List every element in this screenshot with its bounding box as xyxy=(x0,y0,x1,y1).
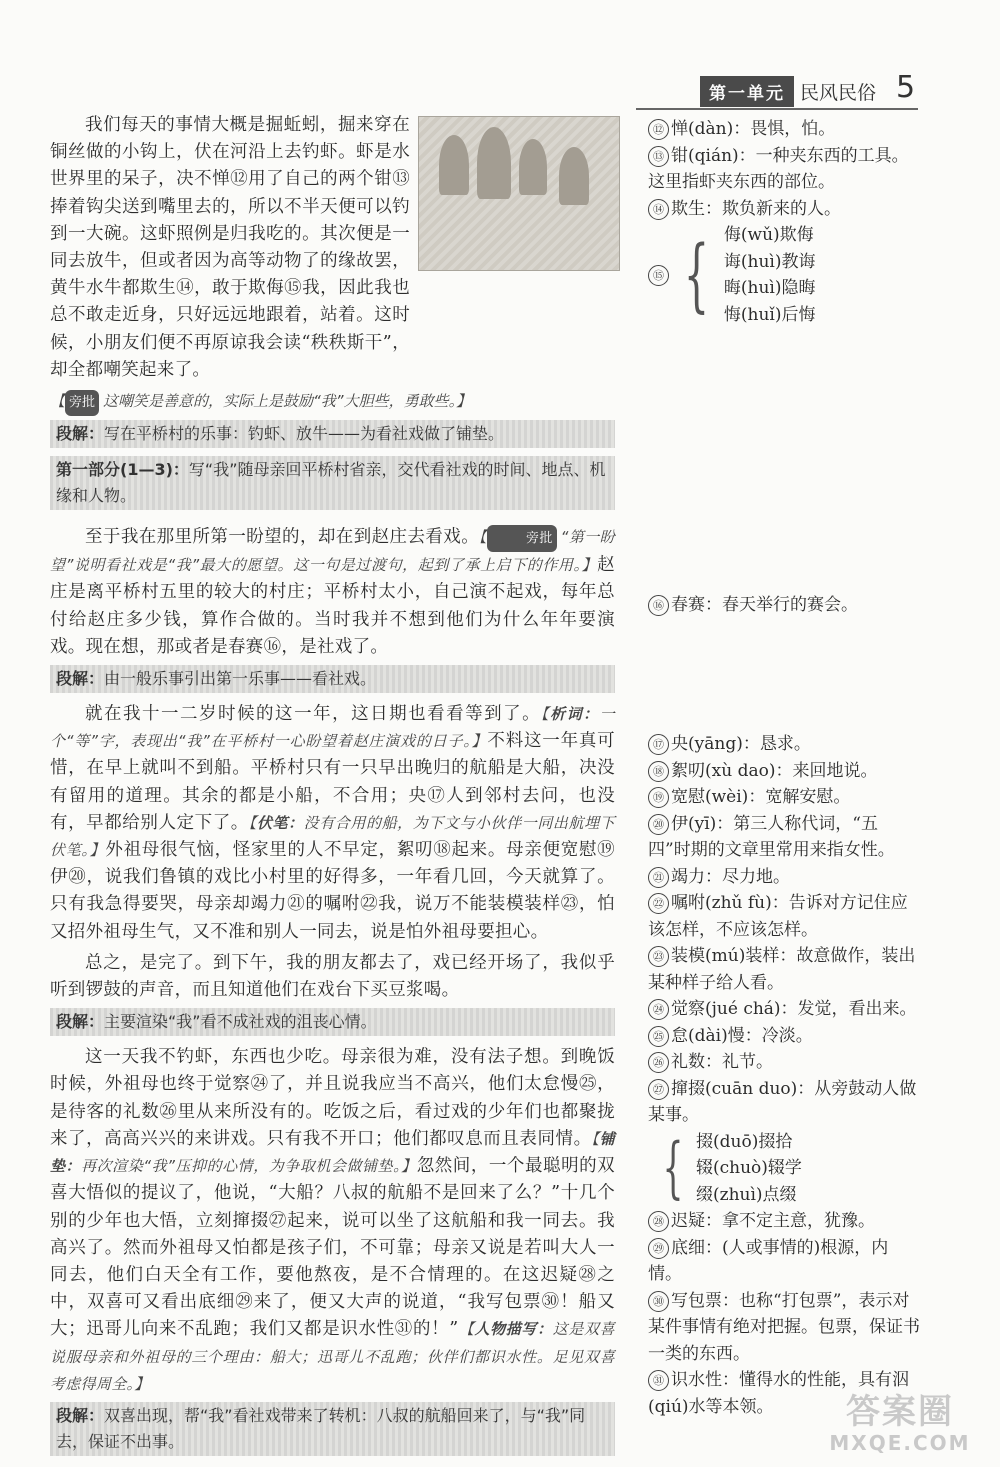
watermark-text: 答案圈 xyxy=(846,1392,954,1432)
glossary-item xyxy=(648,864,920,891)
note-number-badge: ⑭ xyxy=(648,199,669,220)
glossary-text: 写包票：也称“打包票”，表示对某件事情有绝对把握。包票，保证书一类的东西。 xyxy=(648,1290,920,1364)
note-number-badge: ⑯ xyxy=(648,595,669,616)
paragraph-text: 这一天我不钓虾，东西也少吃。母亲很为难，没有法子想。到晚饭时候，外祖母也终于觉察㉔了，并且说我应当不高兴，他们太怠慢㉕，是待客的礼数㉖里从来所没有的。吃饭之后，看过戏的少年们也都聚拢来了，高高兴兴的来讲戏。只有我不开口；他们都叹息而且表同情。 xyxy=(50,1047,615,1149)
analysis-label: 段解： xyxy=(56,669,105,689)
glossary-item xyxy=(648,592,920,619)
char-variant: 悔(huǐ)后悔 xyxy=(723,304,816,325)
glossary-item xyxy=(648,996,920,1023)
glossary-item xyxy=(648,784,920,811)
unit-name: 民风民俗 xyxy=(800,81,877,104)
margin-note: 【 旁批 “第一盼望”说明看社戏是“我”最大的愿望。这一句是过渡句，起到了承上启下的作用。】 xyxy=(50,528,615,574)
glossary-text: 惮(dàn)：畏惧，怕。 xyxy=(671,119,836,139)
main-text-column xyxy=(50,112,615,1464)
glossary-text: 钳(qián)：一种夹东西的工具。这里指虾夹东西的部位。 xyxy=(648,145,909,192)
analysis-text: 主要渲染“我”看不成社戏的沮丧心情。 xyxy=(104,1012,377,1032)
glossary-text: 觉察(jué chá)：发觉，看出来。 xyxy=(671,999,917,1019)
brace-icon: { xyxy=(662,1129,684,1207)
part-label: 第一部分(1—3)： xyxy=(56,460,189,480)
char-variant: 诲(huì)教诲 xyxy=(723,251,816,272)
glossary-text: 识水性：懂得水的性能，具有泅(qiú)水等本领。 xyxy=(648,1370,909,1417)
paragraph-text: 赵庄是离平桥村五里的较大的村庄；平桥村太小，自己演不起戏，每年总付给赵庄多少钱，算作合做的。当时我并不想到他们为什么年年要演戏。现在想，那或者是春赛⑯，是社戏了。 xyxy=(50,555,615,657)
note-text: 一个“等”字，表现出“我”在平桥村一心盼望着赵庄演戏的日子。 xyxy=(50,705,615,751)
watermark-logo xyxy=(820,1392,980,1454)
header-rule xyxy=(636,108,918,110)
glossary-text: 央(yāng)：恳求。 xyxy=(671,734,811,754)
note-text: 这嘲笑是善意的，实际上是鼓励“我”大胆些，勇敢些。 xyxy=(103,392,457,411)
glossary-item xyxy=(648,890,920,943)
part-text: 写“我”随母亲回平桥村省亲，交代看社戏的时间、地点、机缘和人物。 xyxy=(56,460,606,506)
note-number-badge: ⑳ xyxy=(648,814,669,835)
margin-note: 【铺垫：再次渲染“我”压抑的心情，为争取机会做铺垫。】 xyxy=(50,1129,615,1176)
paragraph-text: 忽然间，一个最聪明的双喜大悟似的提议了，他说，“大船？八叔的航船不是回来了么？”十几个别的少年也大悟，立刻撺掇㉗起来，说可以坐了这航船和我一同去。我高兴了。然而外祖母又怕都是孩子们，不可靠；母亲又说是若叫大人一同去，他们白天全有工作，要他熬夜，是不合情理的。在这迟疑㉘之中，双喜可又看出底细㉙来了，便又大声的说道，“我写包票㉚！船又大；迅哥儿向来不乱跑；我们又都是识水性㉛的！” xyxy=(50,1156,615,1340)
note-number-badge: ⑫ xyxy=(648,119,669,140)
brace-icon: { xyxy=(683,228,710,321)
glossary-column xyxy=(648,731,920,1420)
glossary-text: 礼数：礼节。 xyxy=(671,1052,773,1072)
paragraph-text: 不料这一年真可惜，在早上就叫不到船。平桥村只有一只早出晚归的航船是大船，决没有留用的道理。其余的都是小船，不合用；央⑰人到邻村去问，也没有，早都给别人定下了。 xyxy=(50,731,615,833)
glossary-item xyxy=(648,1208,920,1235)
note-text: 再次渲染“我”压抑的心情，为争取机会做铺垫。 xyxy=(81,1157,402,1176)
glossary-text: 竭力：尽力地。 xyxy=(671,866,790,887)
page-header xyxy=(700,74,876,108)
note-number-badge: ㉚ xyxy=(648,1291,669,1312)
glossary-item xyxy=(648,731,920,758)
note-number-badge: ㉙ xyxy=(648,1238,669,1259)
note-tag: 伏笔： xyxy=(256,813,304,832)
paragraph-text: 外祖母很气恼，怪家里的人不早定，絮叨⑱起来。母亲便宽慰⑲伊⑳，说我们鲁镇的戏比小村里的好得多，一年看几回，今天就算了。只有我急得要哭，母亲却竭力㉑的嘱咐㉒我，说万不能装模装样㉓，怕又招外祖母生气，又不准和别人一同去，说是怕外祖母要担心。 xyxy=(50,840,615,942)
note-number-badge: ㉓ xyxy=(648,946,669,967)
note-number-badge: ⑱ xyxy=(648,761,669,782)
paragraph-text: 至于我在那里所第一盼望的，却在到赵庄去看戏。 xyxy=(85,527,480,548)
note-tag: 旁批 xyxy=(487,525,557,552)
note-number-badge: ㉕ xyxy=(648,1026,669,1047)
paragraph xyxy=(50,701,615,946)
glossary-text: 装模(mú)装样：故意做作，装出某种样子给人看。 xyxy=(648,946,916,993)
note-tag: 析词： xyxy=(550,705,600,724)
glossary-column xyxy=(648,116,920,328)
glossary-item xyxy=(648,1235,920,1288)
margin-note: 【伏笔：没有合用的船，为下文与小伙伴一同出航埋下伏笔。】 xyxy=(50,813,615,860)
note-number-badge: ㉘ xyxy=(648,1211,669,1232)
note-number-badge: ㉒ xyxy=(648,893,669,914)
glossary-text: 宽慰(wèi)：宽解安慰。 xyxy=(671,787,851,807)
glossary-text: 春赛：春天举行的赛会。 xyxy=(671,595,858,615)
note-text: “第一盼望”说明看社戏是“我”最大的愿望。这一句是过渡句，起到了承上启下的作用。 xyxy=(50,528,615,575)
note-number-badge: ㉑ xyxy=(648,867,669,888)
analysis-label: 段解： xyxy=(56,1012,105,1032)
note-number-badge: ㉔ xyxy=(648,999,669,1020)
analysis-text: 写在平桥村的乐事：钓虾、放牛——为看社戏做了铺垫。 xyxy=(104,424,505,444)
paragraph-analysis xyxy=(50,1008,615,1036)
glossary-item xyxy=(648,1288,920,1368)
glossary-item xyxy=(648,196,920,223)
glossary-item xyxy=(648,143,920,196)
paragraph xyxy=(50,1044,615,1398)
analysis-label: 段解： xyxy=(56,1405,105,1425)
char-variant: 侮(wǔ)欺侮 xyxy=(723,225,814,245)
glossary-item xyxy=(648,758,920,785)
char-variant: 掇(duō)掇拾 xyxy=(696,1131,793,1152)
glossary-char-group xyxy=(648,222,920,328)
paragraph-analysis xyxy=(50,1402,615,1456)
glossary-text: 底细：(人或事情的)根源，内情。 xyxy=(648,1237,889,1284)
char-variant: 缀(zhuì)点缀 xyxy=(696,1184,797,1205)
margin-note: 【析词：一个“等”字，表现出“我”在平桥村一心盼望着赵庄演戏的日子。】 xyxy=(50,705,615,751)
note-text: 这是双喜说服母亲和外祖母的三个理由：船大；迅哥儿不乱跑；伙伴们都识水性。足见双喜考虑得周全。 xyxy=(50,1320,615,1393)
note-text: 没有合用的船，为下文与小伙伴一同出航埋下伏笔。 xyxy=(50,813,615,860)
note-number-badge: ⑮ xyxy=(648,265,669,286)
note-tag: 人物描写： xyxy=(474,1320,553,1339)
note-tag: 旁批 xyxy=(65,390,99,416)
glossary-text: 欺生：欺负新来的人。 xyxy=(671,198,841,219)
watermark-url: MXQE.COM xyxy=(829,1431,971,1455)
char-variant: 晦(huì)隐晦 xyxy=(723,278,816,298)
analysis-text: 由一般乐事引出第一乐事——看社戏。 xyxy=(104,669,377,689)
note-number-badge: ⑲ xyxy=(648,787,669,808)
glossary-text: 嘱咐(zhǔ fù)：告诉对方记住应该怎样，不应该怎样。 xyxy=(648,893,908,940)
unit-tag: 第一单元 xyxy=(700,76,794,107)
glossary-text: 絮叨(xù dao)：来回地说。 xyxy=(671,760,878,781)
part-summary xyxy=(50,456,615,510)
note-number-badge: ㉗ xyxy=(648,1079,669,1100)
glossary-item xyxy=(648,116,920,143)
glossary-text: 伊(yī)：第三人称代词，“五四”时期的文章里常用来指女性。 xyxy=(648,813,895,860)
glossary-item xyxy=(648,811,920,864)
paragraph xyxy=(50,524,615,661)
margin-note: 【 旁批 这嘲笑是善意的，实际上是鼓励“我”大胆些，勇敢些。】 xyxy=(50,388,615,416)
glossary-text: 撺掇(cuān duo)：从旁鼓动人做某事。 xyxy=(648,1078,917,1125)
glossary-text: 怠(dài)慢：冷淡。 xyxy=(671,1025,813,1046)
margin-note: 【人物描写：这是双喜说服母亲和外祖母的三个理由：船大；迅哥儿不乱跑；伙伴们都识水性。足见双喜考虑得周全。】 xyxy=(50,1320,615,1393)
char-variant: 辍(chuò)辍学 xyxy=(696,1158,802,1178)
paragraph-analysis xyxy=(50,420,615,448)
note-tag: 铺垫： xyxy=(50,1129,615,1176)
glossary-item xyxy=(648,1049,920,1076)
paragraph-text: 就在我十一二岁时候的这一年，这日期也看看等到了。 xyxy=(85,704,542,725)
analysis-label: 段解： xyxy=(56,424,105,444)
note-number-badge: ㉛ xyxy=(648,1370,669,1391)
paragraph-analysis xyxy=(50,665,615,693)
note-number-badge: ㉖ xyxy=(648,1052,669,1073)
paragraph: 总之，是完了。到下午，我的朋友都去了，戏已经开场了，我似乎听到锣鼓的声音，而且知道他们在戏台下买豆浆喝。 xyxy=(50,952,615,1001)
glossary-column xyxy=(648,592,920,619)
glossary-item xyxy=(648,943,920,996)
note-number-badge: ⑬ xyxy=(648,146,669,167)
page-number: 5 xyxy=(896,70,916,105)
glossary-item xyxy=(648,1076,920,1129)
paragraph: 我们每天的事情大概是掘蚯蚓，掘来穿在铜丝做的小钩上，伏在河沿上去钓虾。虾是水世界里的呆子，决不惮⑫用了自己的两个钳⑬捧着钩尖送到嘴里去的，所以不半天便可以钓到一大碗。这虾照例是归我吃的。其次便是一同去放牛，但或者因为高等动物了的缘故罢，黄牛水牛都欺生⑭，敢于欺侮⑮我，因此我也总不敢走近身，只好远远地跟着，站着。这时候，小朋友们便不再原谅我会读“秩秩斯干”，却全都嘲笑起来了。 xyxy=(50,115,410,380)
glossary-item xyxy=(648,1023,920,1050)
glossary-text: 迟疑：拿不定主意，犹豫。 xyxy=(671,1211,875,1231)
glossary-char-group xyxy=(648,1129,920,1209)
analysis-text: 双喜出现，帮“我”看社戏带来了转机：八叔的航船回来了，与“我”同去，保证不出事。 xyxy=(56,1405,586,1451)
note-number-badge: ⑰ xyxy=(648,734,669,755)
